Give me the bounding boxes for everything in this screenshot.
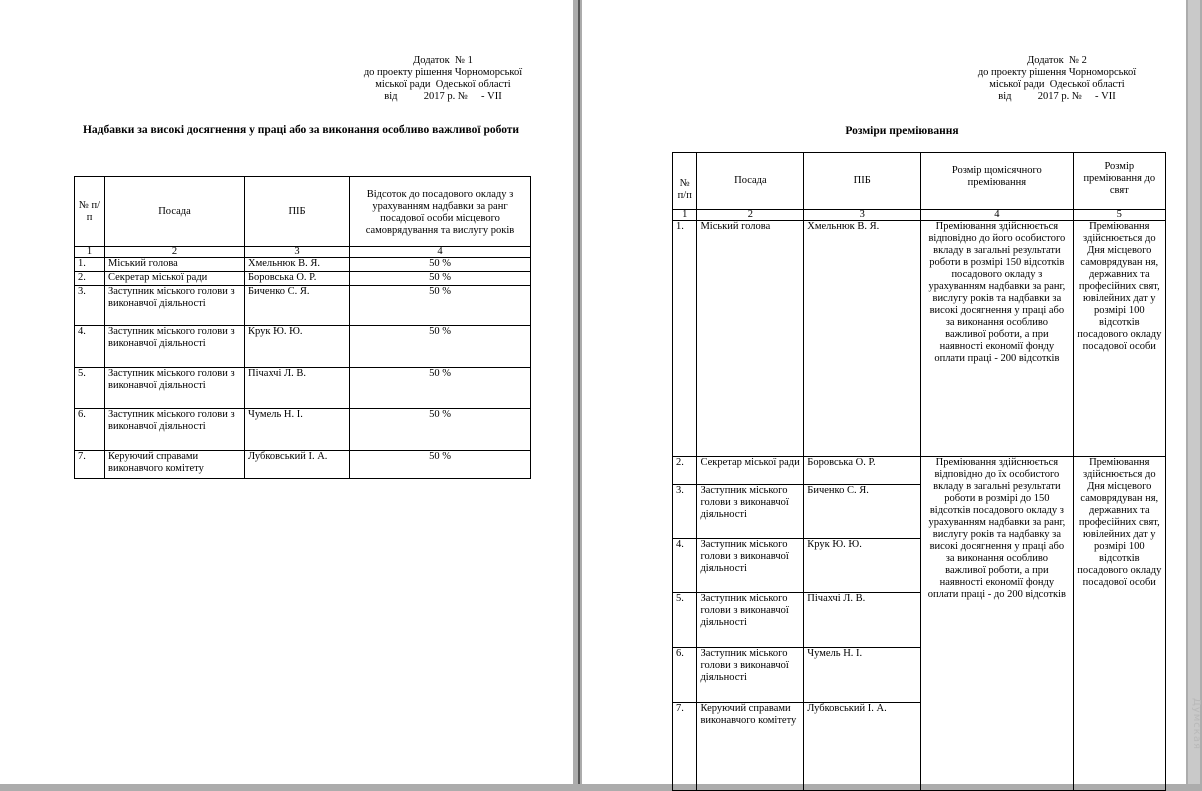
table-header-row bbox=[75, 177, 531, 247]
row-percent: 50 % bbox=[350, 409, 531, 451]
header-monthly: Розмір щомісячного преміювання bbox=[921, 153, 1073, 210]
row-name: Чумель Н. І. bbox=[245, 409, 350, 451]
row-position: Заступник міського голови з виконавчої діяльності bbox=[697, 593, 804, 648]
column-number-row bbox=[673, 210, 1166, 221]
row-number: 1. bbox=[673, 221, 697, 457]
appendix-line: Додаток № 1 bbox=[413, 55, 473, 66]
row-name: Пічахчі Л. В. bbox=[804, 593, 921, 648]
header-holiday: Розмір преміювання до свят bbox=[1073, 153, 1165, 210]
row-number: 7. bbox=[673, 703, 697, 791]
table-row bbox=[75, 326, 531, 368]
page-title: Розміри преміювання bbox=[845, 125, 959, 137]
column-number: 3 bbox=[245, 247, 350, 258]
row-percent: 50 % bbox=[350, 272, 531, 286]
appendix-line: Додаток № 2 bbox=[1027, 55, 1087, 66]
row-position: Заступник міського голови з виконавчої діяльності bbox=[697, 648, 804, 703]
row-number: 6. bbox=[673, 648, 697, 703]
row-name: Боровська О. Р. bbox=[245, 272, 350, 286]
row-name: Лубковський І. А. bbox=[245, 451, 350, 479]
table-row bbox=[75, 409, 531, 451]
row-number: 1. bbox=[75, 258, 105, 272]
row-position: Міський голова bbox=[697, 221, 804, 457]
row-name: Крук Ю. Ю. bbox=[245, 326, 350, 368]
page-title: Надбавки за високі досягнення у праці або за виконання особливо важливої роботи bbox=[82, 124, 520, 136]
monthly-bonus-text: Преміювання здійснюється відповідно до їх особистого вкладу в загальні результати роботи в розмірі до 150 відсотків посадового окладу з урахуванням надбавки за ранг, вислугу років та надбавку за високі досягнення у праці або за виконання особливо важливої роботи, а при наявності економії фонду оплати праці - до 200 відсотків bbox=[921, 457, 1073, 791]
column-number: 5 bbox=[1073, 210, 1165, 221]
table-row bbox=[75, 451, 531, 479]
window-edge bbox=[1188, 0, 1200, 784]
row-number: 5. bbox=[75, 368, 105, 409]
appendix-line: міської ради Одеської області bbox=[989, 79, 1125, 90]
row-name: Биченко С. Я. bbox=[804, 485, 921, 539]
column-number: 4 bbox=[921, 210, 1073, 221]
appendix-line: до проекту рішення Чорноморської bbox=[977, 67, 1137, 78]
row-name: Биченко С. Я. bbox=[245, 286, 350, 326]
row-position: Заступник міського голови з виконавчої діяльності bbox=[105, 326, 245, 368]
row-position: Заступник міського голови з виконавчої діяльності bbox=[105, 286, 245, 326]
row-position: Заступник міського голови з виконавчої діяльності bbox=[697, 485, 804, 539]
row-number: 4. bbox=[673, 539, 697, 593]
row-position: Керуючий справами виконавчого комітету bbox=[105, 451, 245, 479]
row-position: Заступник міського голови з виконавчої діяльності bbox=[697, 539, 804, 593]
document-page-2 bbox=[582, 0, 1186, 784]
header-percent: Відсоток до посадового окладу з урахуванням надбавки за ранг посадової особи місцевого самоврядування та вислугу років bbox=[350, 177, 531, 247]
row-position: Заступник міського голови з виконавчої діяльності bbox=[105, 409, 245, 451]
row-name: Пічахчі Л. В. bbox=[245, 368, 350, 409]
header-number: № п/п bbox=[75, 177, 105, 247]
column-number: 3 bbox=[804, 210, 921, 221]
table-row bbox=[673, 221, 1166, 457]
table-header-row bbox=[673, 153, 1166, 210]
row-position: Секретар міської ради bbox=[697, 457, 804, 485]
row-percent: 50 % bbox=[350, 286, 531, 326]
table-row bbox=[75, 272, 531, 286]
row-percent: 50 % bbox=[350, 258, 531, 272]
column-number: 2 bbox=[697, 210, 804, 221]
appendix-line: від 2017 р. № - VII bbox=[998, 91, 1116, 102]
row-name: Крук Ю. Ю. bbox=[804, 539, 921, 593]
allowance-table bbox=[74, 176, 531, 479]
header-name: ПІБ bbox=[245, 177, 350, 247]
column-number: 2 bbox=[105, 247, 245, 258]
row-percent: 50 % bbox=[350, 326, 531, 368]
row-number: 3. bbox=[673, 485, 697, 539]
row-position: Міський голова bbox=[105, 258, 245, 272]
row-name: Боровська О. Р. bbox=[804, 457, 921, 485]
table-row bbox=[75, 258, 531, 272]
row-percent: 50 % bbox=[350, 368, 531, 409]
header-name: ПІБ bbox=[804, 153, 921, 210]
table-row bbox=[75, 286, 531, 326]
row-name: Лубковський І. А. bbox=[804, 703, 921, 791]
header-position: Посада bbox=[697, 153, 804, 210]
row-position: Заступник міського голови з виконавчої діяльності bbox=[105, 368, 245, 409]
row-number: 5. bbox=[673, 593, 697, 648]
header-position: Посада bbox=[105, 177, 245, 247]
row-number: 3. bbox=[75, 286, 105, 326]
row-name: Хмельнюк В. Я. bbox=[804, 221, 921, 457]
table-row bbox=[75, 368, 531, 409]
holiday-bonus-text: Преміювання здійснюється до Дня місцевого самоврядуван ня, державних та професійних свят, ювілейних дат у розмірі 100 відсотків посадового окладу посадової особи bbox=[1073, 457, 1165, 791]
column-number: 1 bbox=[75, 247, 105, 258]
row-percent: 50 % bbox=[350, 451, 531, 479]
page-gutter bbox=[578, 0, 580, 784]
row-position: Керуючий справами виконавчого комітету bbox=[697, 703, 804, 791]
row-number: 2. bbox=[673, 457, 697, 485]
table-row bbox=[673, 457, 1166, 485]
appendix-line: до проекту рішення Чорноморської bbox=[363, 67, 523, 78]
row-position: Секретар міської ради bbox=[105, 272, 245, 286]
column-number: 4 bbox=[350, 247, 531, 258]
appendix-line: міської ради Одеської області bbox=[375, 79, 511, 90]
appendix-line: від 2017 р. № - VII bbox=[384, 91, 502, 102]
row-name: Хмельнюк В. Я. bbox=[245, 258, 350, 272]
appendix-note bbox=[358, 55, 528, 103]
column-number-row bbox=[75, 247, 531, 258]
watermark: Думская bbox=[1191, 698, 1202, 750]
monthly-bonus-text: Преміювання здійснюється відповідно до його особистого вкладу в загальні результати роботи в розмірі 150 відсотків посадового окладу з урахуванням надбавки за ранг, вислугу років та надбавки за високі досягнення у праці або за виконання особливо важливої роботи, а при наявності економії фонду оплати праці - 200 відсотків bbox=[921, 221, 1073, 457]
appendix-note bbox=[972, 55, 1142, 103]
row-number: 2. bbox=[75, 272, 105, 286]
header-number: № п/п bbox=[673, 153, 697, 210]
column-number: 1 bbox=[673, 210, 697, 221]
holiday-bonus-text: Преміювання здійснюється до Дня місцевого самоврядуван ня, державних та професійних свят, ювілейних дат у розмірі 100 відсотків посадового окладу посадової особи bbox=[1073, 221, 1165, 457]
row-name: Чумель Н. І. bbox=[804, 648, 921, 703]
row-number: 6. bbox=[75, 409, 105, 451]
row-number: 7. bbox=[75, 451, 105, 479]
document-page-1 bbox=[0, 0, 573, 784]
bonus-table bbox=[672, 152, 1166, 791]
row-number: 4. bbox=[75, 326, 105, 368]
